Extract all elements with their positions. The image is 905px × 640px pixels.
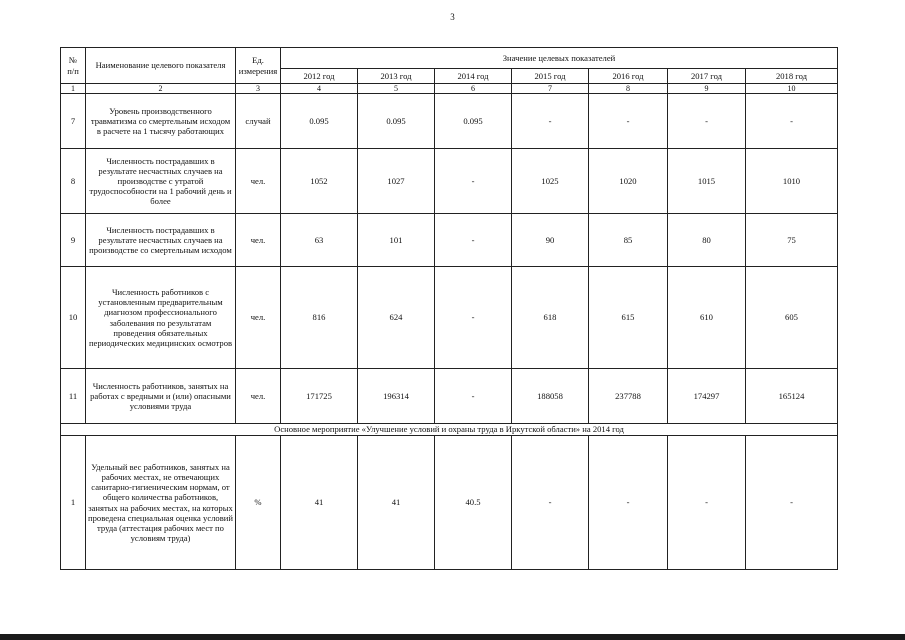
row-value: 80 (668, 214, 746, 267)
header-year: 2018 год (746, 69, 838, 84)
table-row (61, 436, 838, 570)
section-row (61, 424, 838, 436)
row-unit: % (236, 436, 281, 570)
row-indicator-name: Численность работников, занятых на работах с вредными и (или) опасными условиями труда (86, 369, 236, 424)
row-value: - (512, 436, 589, 570)
table-row (61, 149, 838, 214)
row-value: 41 (358, 436, 435, 570)
row-value: 618 (512, 267, 589, 369)
header-values-group: Значение целевых показателей (281, 48, 838, 69)
row-num: 9 (61, 214, 86, 267)
row-value: 1052 (281, 149, 358, 214)
row-unit: случай (236, 94, 281, 149)
row-unit: чел. (236, 267, 281, 369)
row-value: 40.5 (435, 436, 512, 570)
row-value: 174297 (668, 369, 746, 424)
row-value: 1015 (668, 149, 746, 214)
row-value: - (435, 149, 512, 214)
column-number: 4 (281, 84, 358, 94)
table-row (61, 94, 838, 149)
row-value: 610 (668, 267, 746, 369)
section-title: Основное мероприятие «Улучшение условий и охраны труда в Иркутской области» на 2014 год (61, 424, 838, 436)
row-value: 171725 (281, 369, 358, 424)
header-row (61, 48, 838, 69)
row-value: 0.095 (281, 94, 358, 149)
row-value: - (435, 369, 512, 424)
header-num: № п/п (61, 48, 86, 84)
row-value: 188058 (512, 369, 589, 424)
row-indicator-name: Численность пострадавших в результате несчастных случаев на производстве с утратой трудоспособности на 1 рабочий день и более (86, 149, 236, 214)
row-value: - (435, 267, 512, 369)
row-num: 8 (61, 149, 86, 214)
row-value: 75 (746, 214, 838, 267)
column-number: 1 (61, 84, 86, 94)
scan-bottom-edge (0, 634, 905, 640)
column-number: 7 (512, 84, 589, 94)
row-num: 7 (61, 94, 86, 149)
table-row (61, 214, 838, 267)
row-num: 11 (61, 369, 86, 424)
row-value: 63 (281, 214, 358, 267)
row-value: 237788 (589, 369, 668, 424)
row-value: 615 (589, 267, 668, 369)
row-value: 816 (281, 267, 358, 369)
row-value: 624 (358, 267, 435, 369)
header-unit: Ед. измерения (236, 48, 281, 84)
row-value: 1027 (358, 149, 435, 214)
row-value: 85 (589, 214, 668, 267)
row-unit: чел. (236, 369, 281, 424)
header-year: 2012 год (281, 69, 358, 84)
column-numbers-row (61, 84, 838, 94)
table-row (61, 369, 838, 424)
row-value: 1025 (512, 149, 589, 214)
row-unit: чел. (236, 149, 281, 214)
row-value: 196314 (358, 369, 435, 424)
column-number: 8 (589, 84, 668, 94)
target-indicators-table (60, 47, 838, 570)
row-indicator-name: Численность работников с установленным предварительным диагнозом профессионального заболевания по результатам проведения обязательных периодических медицинских осмотров (86, 267, 236, 369)
row-value: - (746, 436, 838, 570)
header-year: 2015 год (512, 69, 589, 84)
row-value: 165124 (746, 369, 838, 424)
row-unit: чел. (236, 214, 281, 267)
column-number: 10 (746, 84, 838, 94)
row-value: 90 (512, 214, 589, 267)
row-num: 10 (61, 267, 86, 369)
row-indicator-name: Уровень производственного травматизма со смертельным исходом в расчете на 1 тысячу работающих (86, 94, 236, 149)
column-number: 6 (435, 84, 512, 94)
row-value: - (435, 214, 512, 267)
row-value: - (589, 436, 668, 570)
column-number: 9 (668, 84, 746, 94)
row-value: - (512, 94, 589, 149)
column-number: 2 (86, 84, 236, 94)
row-value: - (746, 94, 838, 149)
header-year: 2013 год (358, 69, 435, 84)
row-value: - (589, 94, 668, 149)
header-year: 2017 год (668, 69, 746, 84)
row-value: 0.095 (435, 94, 512, 149)
row-indicator-name: Численность пострадавших в результате несчастных случаев на производстве со смертельным исходом (86, 214, 236, 267)
header-year: 2014 год (435, 69, 512, 84)
row-value: 1020 (589, 149, 668, 214)
row-value: - (668, 436, 746, 570)
column-number: 3 (236, 84, 281, 94)
row-value: 41 (281, 436, 358, 570)
row-value: - (668, 94, 746, 149)
row-num: 1 (61, 436, 86, 570)
header-year: 2016 год (589, 69, 668, 84)
row-indicator-name: Удельный вес работников, занятых на рабочих местах, не отвечающих санитарно-гигиеническим нормам, от общего количества работников, занятых на рабочих местах, на которых проведена специальная оценка условий труда (аттестация рабочих мест по условиям труда) (86, 436, 236, 570)
column-number: 5 (358, 84, 435, 94)
row-value: 605 (746, 267, 838, 369)
header-name: Наименование целевого показателя (86, 48, 236, 84)
page-number: 3 (450, 12, 455, 22)
table-row (61, 267, 838, 369)
row-value: 101 (358, 214, 435, 267)
row-value: 0.095 (358, 94, 435, 149)
row-value: 1010 (746, 149, 838, 214)
